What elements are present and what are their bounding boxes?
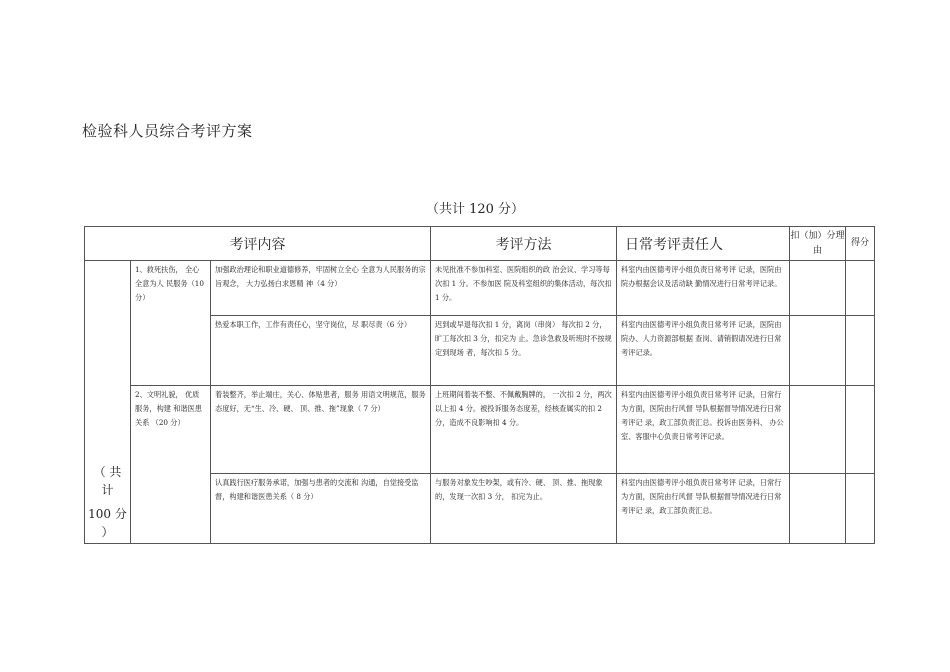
- deduct-reason-cell[interactable]: [790, 386, 846, 474]
- method-cell: 未见批准不参加科室、医院组织的政 治会议、学习等每次扣 1 分。不参加医 院及科室组织的集体活动，每次扣 1 分。: [431, 261, 617, 316]
- category-cell: 2、文明礼貌， 优质服务，构建 和谐医患关系 （20 分）: [131, 386, 211, 544]
- responsible-cell: 科室内由医德考评小组负责日常考评 记录，日常行为方面，医院由行风督 导队根据督导情况进行日常考评记 录，政工部负责汇总。: [617, 474, 790, 544]
- deduct-reason-cell[interactable]: [790, 316, 846, 386]
- responsible-cell: 科室内由医德考评小组负责日常考评 记录，医院由院办、人力资源部根据 查岗、请销假请况进行日常考评记录。: [617, 316, 790, 386]
- group-label-line: 100 分: [88, 507, 127, 521]
- evaluation-table: [84, 226, 875, 544]
- responsible-cell: 科室内由医德考评小组负责日常考评 记录，日常行为方面，医院由行风督 导队根据督导情况进行日常考评记 录，政工部负责汇总。投诉由医务科、 办公室、客服中心负责日常考评记录。: [617, 386, 790, 474]
- total-score-subtitle: （共计 120 分）: [425, 202, 525, 217]
- item-cell: 认真践行医疗服务承诺，加强与患者的交流和 沟通，自觉接受监督，构建和谐医患关系（ 8 分）: [211, 474, 431, 544]
- responsible-cell: 科室内由医德考评小组负责日常考评 记录，医院由院办根据会议及活动缺 勤情况进行日常考评记录。: [617, 261, 790, 316]
- header-method: 考评方法: [431, 227, 617, 261]
- category-cell: 1、救死扶伤， 全心全意为人 民服务（10 分）: [131, 261, 211, 386]
- deduct-reason-cell[interactable]: [790, 474, 846, 544]
- item-cell: 着装整齐，举止端庄，关心、体贴患者，服务 用语文明规范，服务态度好，无“生、冷、硬、 顶、推、拖”现象（ 7 分）: [211, 386, 431, 474]
- table-row: [85, 386, 875, 474]
- item-cell: 热爱本职工作，工作有责任心，坚守岗位，尽 职尽责（6 分）: [211, 316, 431, 386]
- group-label-line: （ 共: [93, 465, 122, 479]
- table-header-row: [85, 227, 875, 261]
- header-deduct-reason: 扣（加）分理由: [790, 227, 846, 261]
- method-cell: 迟到或早退每次扣 1 分，离岗（串岗） 每次扣 2 分，旷工每次扣 3 分，扣完为 止。急诊急救及听班时不按规定到现场 者，每次扣 5 分。: [431, 316, 617, 386]
- score-cell[interactable]: [846, 386, 875, 474]
- group-label-line: ）: [101, 525, 114, 539]
- method-cell: 与服务对象发生吵架，或有冷、硬、 顶、推、拖现象的，发现一次扣 3 分， 扣完为止。: [431, 474, 617, 544]
- score-cell[interactable]: [846, 474, 875, 544]
- group-label-line: 计: [101, 483, 114, 497]
- header-score: 得分: [846, 227, 875, 261]
- page-title: 检验科人员综合考评方案: [82, 122, 253, 140]
- header-content: 考评内容: [85, 227, 431, 261]
- score-cell[interactable]: [846, 261, 875, 316]
- deduct-reason-cell[interactable]: [790, 261, 846, 316]
- header-responsible: 日常考评责任人: [617, 227, 790, 261]
- table-row: [85, 261, 875, 316]
- score-cell[interactable]: [846, 316, 875, 386]
- group-total-label: [85, 261, 131, 544]
- item-cell: 加强政治理论和职业道德修养，牢固树立全心 全意为人民服务的宗旨观念， 大力弘扬白求恩精 神（4 分）: [211, 261, 431, 316]
- method-cell: 上班期间着装不整、不佩戴胸牌的， 一次扣 2 分，两次以上扣 4 分。被投诉服务态度差，经核查属实的扣 2 分，造成不良影响扣 4 分。: [431, 386, 617, 474]
